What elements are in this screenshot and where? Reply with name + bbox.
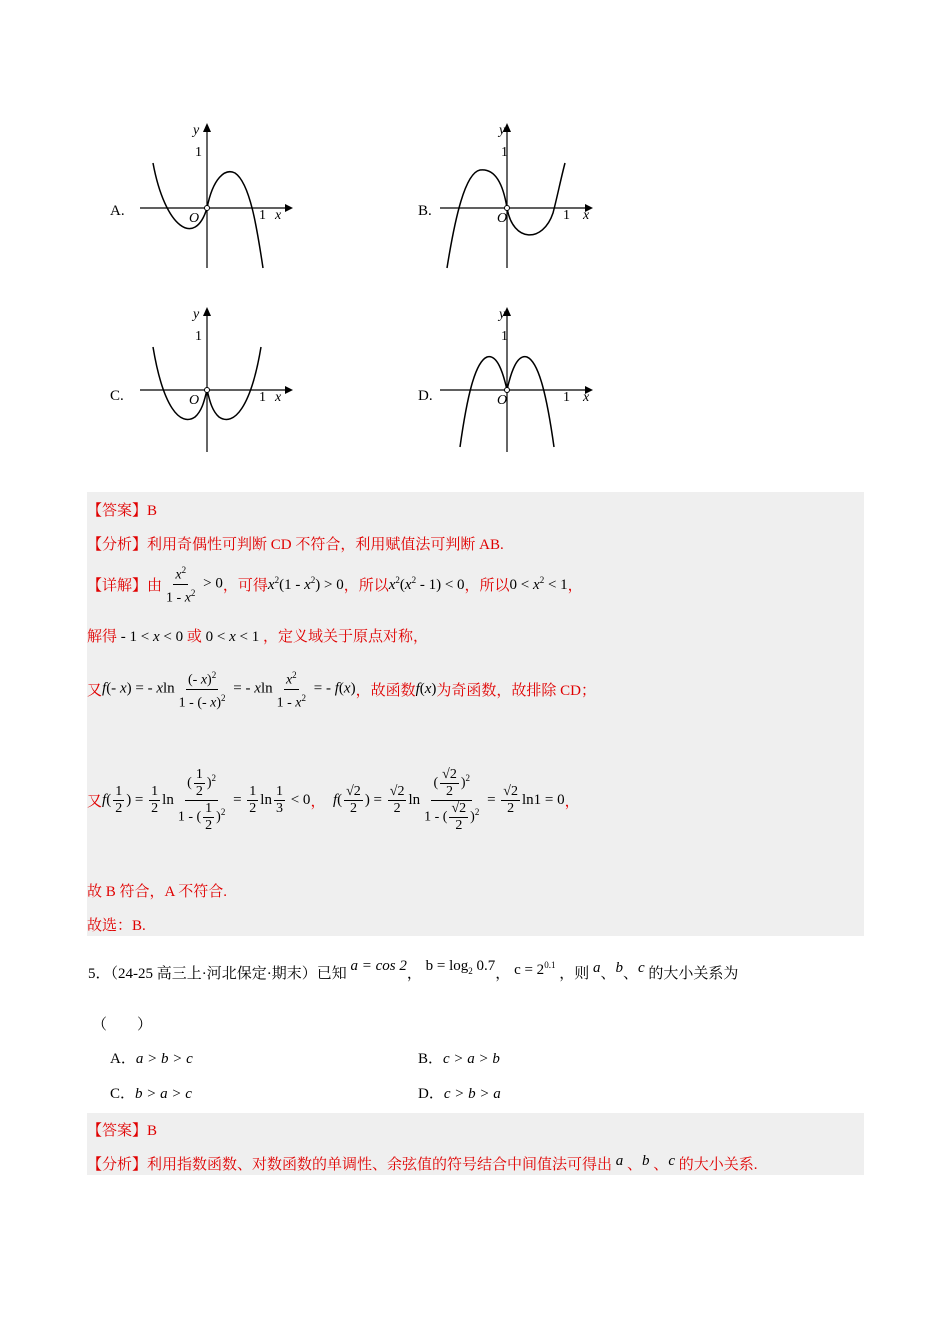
graph-option-b — [435, 118, 600, 278]
graph-d-label: D. — [418, 388, 433, 404]
choice-c[interactable] — [110, 1082, 192, 1103]
x-axis-label: x — [275, 390, 282, 405]
x-axis-label: x — [583, 208, 590, 223]
b-definition: $b = \log_2 0.7$ — [425, 958, 496, 976]
detail-text: 或 — [186, 629, 202, 645]
y-axis-label: y — [193, 123, 200, 138]
origin-label: O — [189, 211, 200, 226]
detail-text: 由 — [147, 577, 163, 594]
origin-label: O — [497, 393, 508, 408]
question-text: ，则 — [559, 966, 590, 982]
graph-b-svg — [435, 118, 600, 278]
choice-expr: c > a > b — [443, 1051, 500, 1067]
choice-expr: c > b > a — [443, 1086, 501, 1102]
math-expr: f(- x) = - xln $\frac{(- x)^2}{1 - (- x)^2}$ = - xln $\frac{x^2}{1 - x^2}$ = - f(x) — [102, 667, 356, 711]
x-tick-label: 1 — [563, 390, 570, 405]
math-expr: $0 < x^2 < 1$ — [509, 574, 568, 593]
detail-text: 又 — [87, 682, 103, 699]
choice-a[interactable] — [110, 1047, 193, 1068]
question-5-stem: 5．（24-25 高三上·河北保定·期末）已知 a = cos 2， $b = \log_2 0.7$， $c = 2^{0.1}$ ，则 a、b、c 的大小关系为 — [88, 958, 739, 982]
x-tick-label: 1 — [563, 208, 570, 223]
math-expr: $x^2(1 - x^2) > 0$ — [267, 574, 344, 593]
graph-a-label: A. — [110, 203, 125, 219]
a-definition: a = cos 2 — [350, 958, 407, 974]
y-tick-label: 1 — [195, 329, 202, 344]
y-tick-label: 1 — [501, 145, 508, 160]
math-expr: f(x) — [415, 680, 437, 697]
detail-line-1: 【详解】 由 $\frac{x^2}{1 - x^2}$ > 0 ，可得 $x^2(1 - x^2) > 0$ ，所以 $x^2(x^2 - 1) < 0$ ，所以 $0 < x^2 < 1$ ， — [87, 564, 583, 604]
choice-label: D． — [418, 1086, 444, 1102]
detail-line-2 — [87, 625, 428, 646]
x-tick-label: 1 — [259, 390, 266, 405]
y-axis-label: y — [193, 307, 200, 322]
math-expr: $x^2(x^2 - 1) < 0$ — [388, 574, 465, 593]
analysis-text: 利用奇偶性可判断 CD 不符合，利用赋值法可判断 AB. — [147, 537, 504, 553]
answer-tag: 【答案】 — [87, 1123, 148, 1139]
solution-panel-2 — [87, 1113, 864, 1175]
x-tick-label: 1 — [259, 208, 266, 223]
y-axis-label: y — [499, 123, 506, 138]
answer-blank: （ ） — [92, 1017, 153, 1033]
x-axis-label: x — [275, 208, 282, 223]
question-number: 5． — [88, 966, 111, 982]
choice-label: A． — [110, 1051, 136, 1067]
detail-text: 解得 — [87, 629, 118, 645]
analysis-text: 利用指数函数、对数函数的单调性、余弦值的符号结合中间值法可得出 — [147, 1157, 613, 1173]
answer-tag: 【答案】 — [87, 503, 148, 519]
y-tick-label: 1 — [501, 329, 508, 344]
detail-text: 又 — [87, 793, 103, 810]
graph-option-c — [135, 302, 300, 462]
detail-text: ，所以 — [343, 577, 389, 594]
graph-a-svg — [135, 118, 300, 278]
graph-c-svg — [135, 302, 300, 462]
detail-line-6: 故选：B. — [87, 918, 146, 934]
graph-option-a — [135, 118, 300, 278]
origin-label: O — [189, 393, 200, 408]
graph-c-label: C. — [110, 388, 124, 404]
detail-line-5: 故 B 符合，A 不符合. — [87, 884, 228, 900]
answer-line — [87, 1119, 157, 1140]
choice-expr: a > b > c — [135, 1051, 193, 1067]
detail-tag: 【详解】 — [87, 577, 148, 594]
analysis-text: 的大小关系. — [678, 1157, 758, 1173]
analysis-line: 【分析】利用指数函数、对数函数的单调性、余弦值的符号结合中间值法可得出 a 、b 、c 的大小关系. — [87, 1153, 758, 1173]
answer-value: B — [147, 1123, 158, 1139]
math-expr: $\frac{x^2}{1 - x^2}$ > 0 — [162, 562, 223, 606]
y-tick-label: 1 — [195, 145, 202, 160]
detail-line-4: 又 f( $\frac{1}{2}$ ) = $\frac{1}{2}$ ln ( $\frac{1}{2}$ )$^2$ 1 - ( $\frac{1}{2}$ )$^2$ = $\frac{1}{2}$ ln $\frac{1}{3}$ < 0 ， f( $\frac{√2}{2}$ ) = $\frac{√2}{2}$ ln ( $\frac{√2}{2}$ )$^2$ 1 - ( $\frac{√2}{2}$ )$^2$ = $\frac{√2}{2}$ ln1 = 0 ， — [87, 766, 580, 833]
choice-label: B． — [418, 1051, 444, 1067]
analysis-tag: 【分析】 — [87, 537, 148, 553]
x-axis-label: x — [583, 390, 590, 405]
answer-line — [87, 499, 157, 520]
detail-text: 为奇函数，故排除 CD； — [436, 682, 597, 699]
choice-b[interactable] — [418, 1047, 500, 1068]
origin-label: O — [497, 211, 508, 226]
graph-option-d — [435, 302, 600, 462]
detail-text: ，定义域关于原点对称， — [263, 629, 429, 645]
question-source: （24-25 高三上·河北保定·期末）已知 — [110, 966, 347, 982]
choice-label: C． — [110, 1086, 136, 1102]
math-expr: f( $\frac{√2}{2}$ ) = $\frac{√2}{2}$ ln ( $\frac{√2}{2}$ )$^2$ 1 - ( $\frac{√2}{2}$ )$^2$ = $\frac{√2}{2}$ ln1 = 0 — [332, 766, 565, 833]
solution-panel — [87, 492, 864, 936]
analysis-tag: 【分析】 — [87, 1157, 148, 1173]
graph-b-label: B. — [418, 203, 432, 219]
math-expr: - 1 < x < 0 — [120, 629, 184, 645]
detail-text: ，可得 — [222, 577, 268, 594]
analysis-line — [87, 533, 504, 554]
c-definition: $c = 2^{0.1}$ — [514, 960, 556, 978]
detail-text: ，所以 — [464, 577, 510, 594]
math-expr: 0 < x < 1 — [205, 629, 260, 645]
math-expr: f( $\frac{1}{2}$ ) = $\frac{1}{2}$ ln ( $\frac{1}{2}$ )$^2$ 1 - ( $\frac{1}{2}$ )$^2$ = $\frac{1}{2}$ ln $\frac{1}{3}$ < 0 — [102, 766, 311, 833]
graph-d-svg — [435, 302, 600, 462]
choice-d[interactable] — [418, 1082, 501, 1103]
choice-expr: b > a > c — [135, 1086, 192, 1102]
y-axis-label: y — [499, 307, 506, 322]
question-text: 的大小关系为 — [648, 966, 739, 982]
answer-value: B — [147, 503, 158, 519]
detail-line-3 — [87, 662, 596, 716]
detail-text: ，故函数 — [355, 682, 416, 699]
